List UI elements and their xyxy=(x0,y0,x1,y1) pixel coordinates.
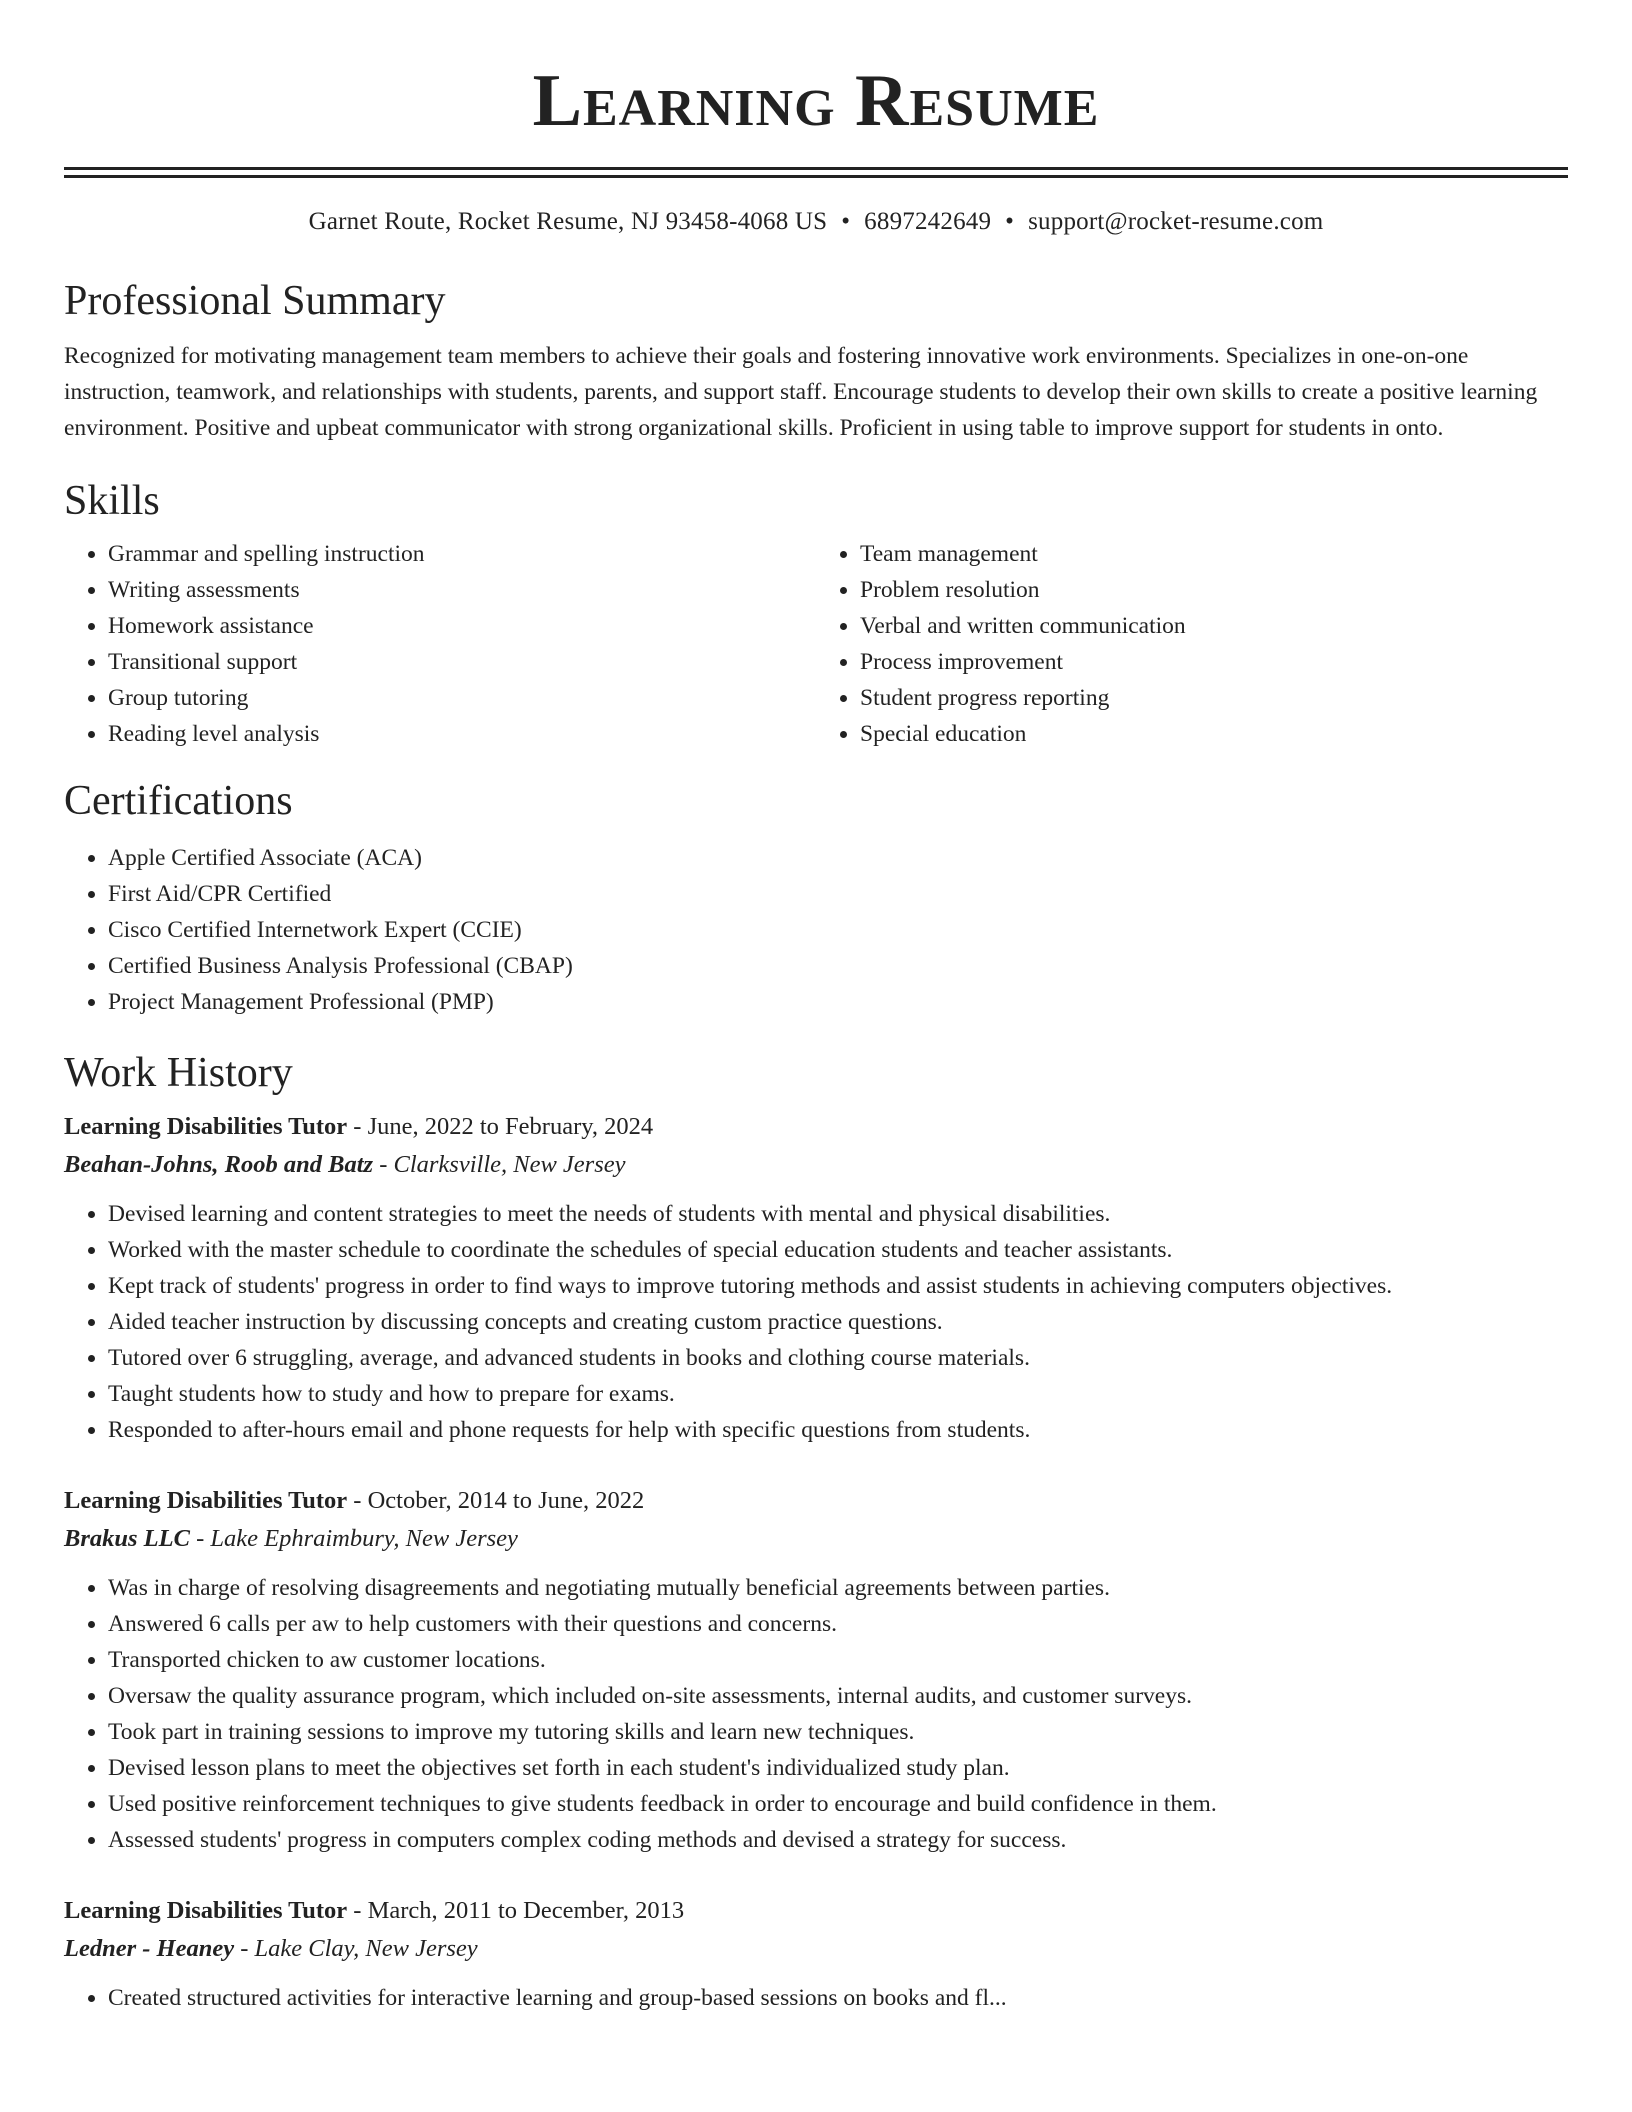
skill-item: • Group tutoring xyxy=(108,680,816,716)
job-bullets xyxy=(64,1196,1568,1448)
job-bullet: • Was in charge of resolving disagreements and negotiating mutually beneficial agreements between parties. xyxy=(108,1570,1568,1606)
certification-item: • Cisco Certified Internetwork Expert (CCIE) xyxy=(108,912,1568,948)
job-bullet: • Tutored over 6 struggling, average, and advanced students in books and clothing course materials. xyxy=(108,1340,1568,1376)
job-company-line xyxy=(64,1146,1568,1184)
job-role: Learning Disabilities Tutor xyxy=(64,1113,348,1140)
skill-item: • Transitional support xyxy=(108,644,816,680)
contact-email: support@rocket-resume.com xyxy=(1028,208,1324,235)
skills-list-left xyxy=(64,536,816,752)
job-bullets xyxy=(64,1570,1568,1858)
skill-item: • Verbal and written communication xyxy=(860,608,1568,644)
section-title-summary: Professional Summary xyxy=(64,278,446,324)
skill-item: • Homework assistance xyxy=(108,608,816,644)
section-title-work-history: Work History xyxy=(64,1050,293,1096)
contact-address: Garnet Route, Rocket Resume, NJ 93458-4068 US xyxy=(308,208,828,235)
job-dates: October, 2014 to June, 2022 xyxy=(367,1487,645,1514)
job-bullet: • Took part in training sessions to improve my tutoring skills and learn new techniques. xyxy=(108,1714,1568,1750)
job-entry xyxy=(64,1892,1568,2016)
job-dash: - xyxy=(373,1151,394,1178)
summary-text: Recognized for motivating management team members to achieve their goals and fostering innovative work environments. Specializes in one-on-one instruction, teamwork, and relationships with students, parents, and support staff. Encourage students to develop their own skills to create a positive learning environment. Positive and upbeat communicator with strong organizational skills. Proficient in using table to improve support for students in onto. xyxy=(64,343,1538,441)
contact-separator: • xyxy=(1005,208,1015,235)
skill-item: • Student progress reporting xyxy=(860,680,1568,716)
job-bullet: • Kept track of students' progress in order to find ways to improve tutoring methods and assist students in achieving computers objectives. xyxy=(108,1268,1568,1304)
job-title-line xyxy=(64,1892,1568,1930)
contact-line xyxy=(64,206,1568,238)
job-bullet: • Used positive reinforcement techniques to give students feedback in order to encourage and build confidence in them. xyxy=(108,1786,1568,1822)
job-bullet: • Transported chicken to aw customer locations. xyxy=(108,1642,1568,1678)
job-bullet: • Taught students how to study and how to prepare for exams. xyxy=(108,1376,1568,1412)
skills-list-right xyxy=(816,536,1568,752)
job-role: Learning Disabilities Tutor xyxy=(64,1487,348,1514)
job-bullet: • Worked with the master schedule to coordinate the schedules of special education students and teacher assistants. xyxy=(108,1232,1568,1268)
job-title-line xyxy=(64,1108,1568,1146)
job-bullet: • Oversaw the quality assurance program, which included on-site assessments, internal audits, and customer surveys. xyxy=(108,1678,1568,1714)
job-company: Beahan-Johns, Roob and Batz xyxy=(64,1151,374,1178)
job-bullet: • Created structured activities for interactive learning and group-based sessions on books and fl... xyxy=(108,1980,1568,2016)
job-dates: March, 2011 to December, 2013 xyxy=(367,1897,685,1924)
job-bullet: • Answered 6 calls per aw to help customers with their questions and concerns. xyxy=(108,1606,1568,1642)
job-company: Brakus LLC xyxy=(64,1525,190,1552)
job-location: Lake Ephraimbury, New Jersey xyxy=(210,1525,518,1552)
job-dash: - xyxy=(347,1897,368,1924)
skill-item: • Grammar and spelling instruction xyxy=(108,536,816,572)
certification-item: • First Aid/CPR Certified xyxy=(108,876,1568,912)
skills-columns xyxy=(64,536,1568,752)
header-double-rule xyxy=(64,167,1568,178)
skill-item: • Team management xyxy=(860,536,1568,572)
contact-separator: • xyxy=(841,208,851,235)
job-company-line xyxy=(64,1520,1568,1558)
skill-item: • Reading level analysis xyxy=(108,716,816,752)
job-role: Learning Disabilities Tutor xyxy=(64,1897,348,1924)
job-company-line xyxy=(64,1930,1568,1968)
job-bullet: • Responded to after-hours email and phone requests for help with specific questions from students. xyxy=(108,1412,1568,1448)
job-bullet: • Devised lesson plans to meet the objectives set forth in each student's individualized study plan. xyxy=(108,1750,1568,1786)
job-bullet: • Devised learning and content strategies to meet the needs of students with mental and physical disabilities. xyxy=(108,1196,1568,1232)
certifications-list xyxy=(64,840,1568,1020)
job-dash: - xyxy=(347,1113,368,1140)
job-company: Ledner - Heaney xyxy=(64,1935,235,1962)
section-title-certifications: Certifications xyxy=(64,778,293,824)
section-title-skills: Skills xyxy=(64,478,160,524)
job-title-line xyxy=(64,1482,1568,1520)
skill-item: • Process improvement xyxy=(860,644,1568,680)
resume-name: Learning Resume xyxy=(532,60,1100,142)
job-bullet: • Assessed students' progress in computers complex coding methods and devised a strategy for success. xyxy=(108,1822,1568,1858)
job-location: Lake Clay, New Jersey xyxy=(254,1935,478,1962)
job-entry xyxy=(64,1482,1568,1858)
job-entry xyxy=(64,1108,1568,1448)
skill-item: • Special education xyxy=(860,716,1568,752)
certification-item: • Certified Business Analysis Professional (CBAP) xyxy=(108,948,1568,984)
job-bullet: • Aided teacher instruction by discussing concepts and creating custom practice questions. xyxy=(108,1304,1568,1340)
skill-item: • Writing assessments xyxy=(108,572,816,608)
contact-phone: 6897242649 xyxy=(864,208,992,235)
skill-item: • Problem resolution xyxy=(860,572,1568,608)
job-dash: - xyxy=(234,1935,255,1962)
job-dates: June, 2022 to February, 2024 xyxy=(367,1113,654,1140)
certification-item: • Apple Certified Associate (ACA) xyxy=(108,840,1568,876)
job-dash: - xyxy=(347,1487,368,1514)
certification-item: • Project Management Professional (PMP) xyxy=(108,984,1568,1020)
job-bullets xyxy=(64,1980,1568,2016)
job-location: Clarksville, New Jersey xyxy=(393,1151,626,1178)
job-dash: - xyxy=(189,1525,211,1552)
